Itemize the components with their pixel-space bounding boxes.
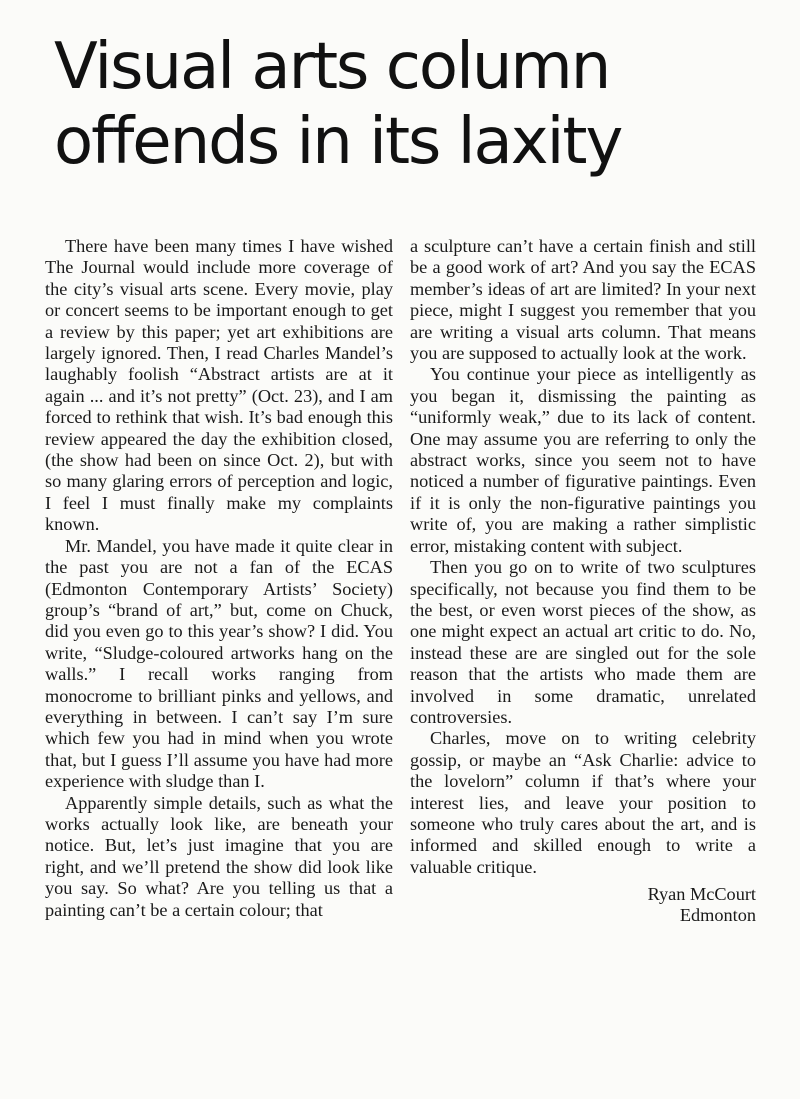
headline-line-1: Visual arts column xyxy=(54,30,610,104)
headline xyxy=(54,30,774,180)
author-name: Ryan McCourt xyxy=(647,884,756,905)
right-column xyxy=(410,236,756,926)
signature xyxy=(410,884,756,926)
left-column xyxy=(45,236,393,921)
headline-line-2: offends in its laxity xyxy=(54,105,622,179)
paragraph: Apparently simple details, such as what the works actually look like, are beneath your notice. But, let’s just imagine that you are right, and we’ll pretend the show did look like you say. So what? Are you telling us that a painting can’t be a certain colour; that xyxy=(45,792,393,920)
paragraph: Mr. Mandel, you have made it quite clear in the past you are not a fan of the ECAS (Edmonton Contemporary Artists’ Society) group’s “brand of art,” but, come on Chuck, did you even go to this year’s show? I did. You write, “Sludge-coloured artworks hang on the walls.” I recall works ranging from monocrome to brilliant pinks and yellows, and everything in between. I can’t say I’m sure which few you had in mind when you wrote that, but I guess I’ll assume you have had more experience with sludge than I. xyxy=(45,535,393,792)
paragraph: There have been many times I have wished The Journal would include more coverage of the city’s visual arts scene. Every movie, play or concert seems to be important enough to get a review by this paper; yet art exhibitions are largely ignored. Then, I read Charles Mandel’s laughably foolish “Abstract artists are at it again ... and it’s not pretty” (Oct. 23), and I am forced to rethink that wish. It’s bad enough this review appeared the day the exhibition closed, (the show had been on since Oct. 2), but with so many glaring errors of perception and logic, I feel I must finally make my complaints known. xyxy=(45,236,393,535)
paragraph-continued: a sculpture can’t have a certain finish and still be a good work of art? And you say the ECAS member’s ideas of art are limited? In your next piece, might I suggest you remember that you are writing a visual arts column. That means you are supposed to actually look at the work. xyxy=(410,236,756,364)
paragraph: You continue your piece as intelligently as you began it, dismissing the painting as “uniformly weak,” due to its lack of content. One may assume you are referring to only the abstract works, since you seem not to have noticed a number of figurative paintings. Even if it is only the non-figurative paintings you write of, you are making a rather simplistic error, mistaking content with subject. xyxy=(410,364,756,556)
paragraph: Charles, move on to writing celebrity gossip, or maybe an “Ask Charlie: advice to the lovelorn” column if that’s where your interest lies, and leave your position to someone who truly cares about the art, and is informed and skilled enough to write a valuable critique. xyxy=(410,728,756,877)
paragraph: Then you go on to write of two sculptures specifically, not because you find them to be the best, or even worst pieces of the show, as one might expect an actual art critic to do. No, instead these are are singled out for the sole reason that the artists who made them are involved in some dramatic, unrelated controversies. xyxy=(410,557,756,727)
author-city: Edmonton xyxy=(679,905,756,926)
